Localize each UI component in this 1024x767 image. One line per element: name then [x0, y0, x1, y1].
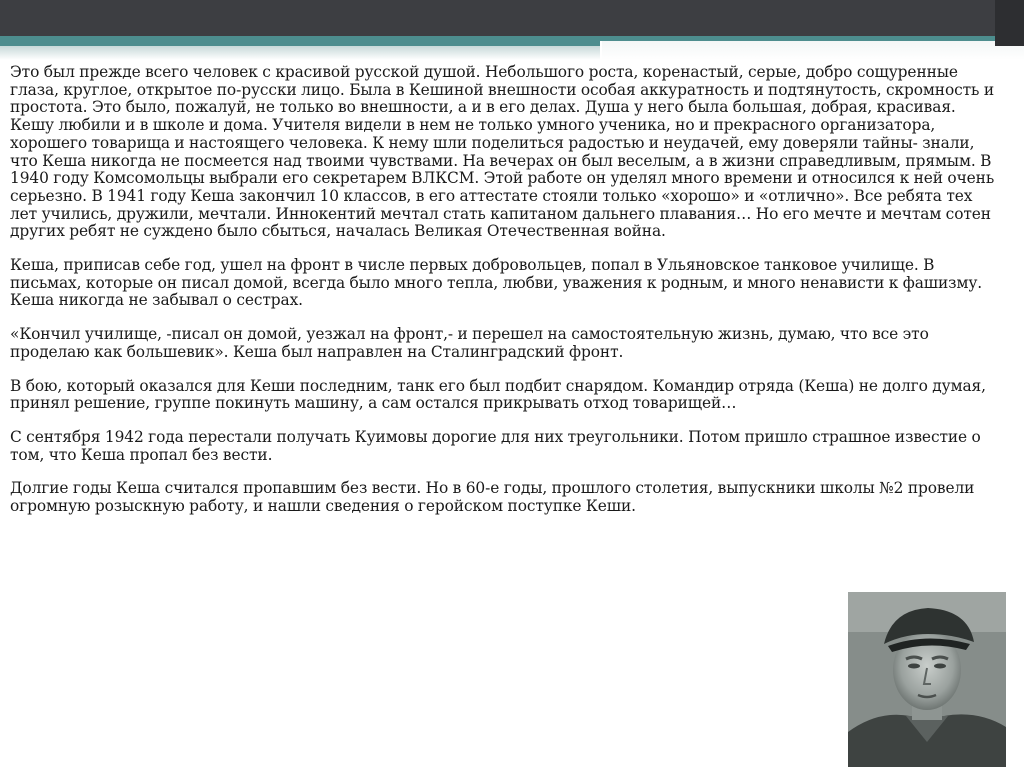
banner-dark-stripe — [0, 0, 1024, 36]
paragraph-letter-quote: «Кончил училище, -писал он домой, уезжал на фронт,- и перешел на самостоятельную жизнь, думаю, что все это проделаю как большевик». Кеша был направлен на Сталинградский фронт. — [10, 325, 929, 361]
paragraph-biography: Это был прежде всего человек с красивой русской душой. Небольшого роста, коренастый, серые, добро сощуренные глаза, круглое, открытое по-русски лицо. Была в Кешиной внешности особая аккуратность и подтянутость, скромность и простота. Это было, пожалуй, не только во внешности, а и в его делах. Душа у него была большая, добрая, красивая. Кешу любили и в школе и дома. Учителя видели в нем не только умного ученика, но и прекрасного организатора, хорошего товарища и настоящего человека. К нему шли поделиться радостью и неудачей, ему доверяли тайны- знали, что Кеша никогда не посмеется над твоими чувствами. На вечерах он был веселым, а в жизни справедливым, прямым. В 1940 году Комсомольцы выбрали его секретарем ВЛКСМ. Этой работе он уделял много времени и относился к ней очень серьезно. В 1941 году Кеша закончил 10 классов, в его аттестате стояли только «хорошо» и «отлично». Все ребята тех лет учились, дружили, мечтали. Иннокентий мечтал стать капитаном дальнего плавания… Но его мечте и мечтам сотен других ребят не суждено было сбыться, началась Великая Отечественная война. — [10, 63, 995, 241]
slide-header-banner — [0, 0, 1024, 60]
paragraph-search: Долгие годы Кеша считался пропавшим без вести. Но в 60-е годы, прошлого столетия, выпускники школы №2 провели огромную розыскную работу, и нашли сведения о геройском поступке Кеши. — [10, 479, 975, 516]
banner-edge-block — [995, 0, 1024, 46]
portrait-photo — [848, 592, 1006, 767]
portrait-image — [848, 592, 1006, 767]
paragraph-front: Кеша, приписав себе год, ушел на фронт в числе первых добровольцев, попал в Ульяновское танковое училище. В письмах, которые он писал домой, всегда было много тепла, любви, уважения к родным, и много ненависти к фашизму. Кеша никогда не забывал о сестрах. — [10, 256, 983, 310]
paragraph-last-battle: В бою, который оказался для Кеши последним, танк его был подбит снарядом. Командир отряда (Кеша) не долго думая, принял решение, группе покинуть машину, а сам остался прикрывать отход товарищей… — [10, 376, 986, 413]
banner-light-panel — [600, 41, 1024, 60]
paragraph-missing: С сентября 1942 года перестали получать Куимовы дорогие для них треугольники. Потом пришло страшное известие о том, что Кеша пропал без вести. — [10, 427, 981, 464]
slide-body-text — [10, 64, 1002, 532]
